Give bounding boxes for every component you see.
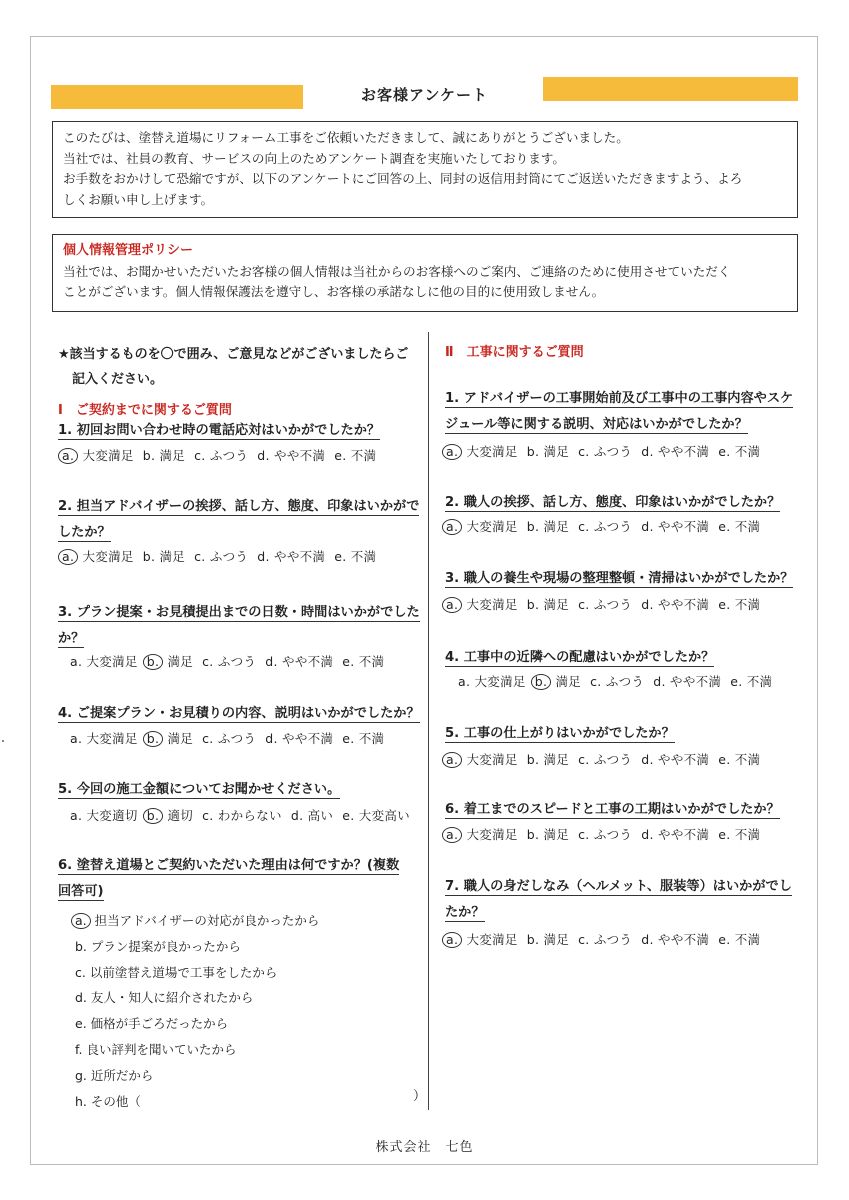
answer-option[interactable] — [446, 825, 518, 843]
answer-option[interactable] — [446, 595, 518, 613]
answer-option[interactable]: b. 満足 — [142, 448, 186, 463]
answer-option[interactable]: d. やや不満 — [265, 731, 334, 746]
intro-line: 当社では、社員の教育、サービスの向上のためアンケート調査を実施いたしております。 — [63, 150, 565, 166]
answer-option[interactable] — [446, 750, 518, 768]
answer-option[interactable]: c. ふつう — [578, 444, 633, 459]
reasons-list — [75, 908, 319, 1114]
s1-question-5: 5. 今回の施工金額についてお聞かせください。 — [58, 782, 341, 797]
s1-question-6: 6. 塗替え道場とご契約いただいた理由は何ですか？(複数 回答可) — [58, 858, 400, 899]
answer-option[interactable]: b. 満足 — [526, 519, 570, 534]
selected-circle: a. — [442, 519, 462, 535]
answer-option[interactable] — [147, 652, 193, 670]
s2-question-7: 7. 職人の身だしなみ（ヘルメット、服装等）はいかがでし たか？ — [445, 879, 792, 920]
answer-option[interactable] — [446, 442, 518, 460]
answer-option-text: 満足 — [163, 731, 194, 746]
answer-option[interactable]: c. ふつう — [194, 549, 249, 564]
answer-option[interactable]: d. やや不満 — [257, 448, 326, 463]
answer-option[interactable] — [535, 672, 581, 690]
answer-option-text: 大変満足 — [462, 597, 518, 612]
s1-question-2: 2. 担当アドバイザーの挨拶、話し方、態度、印象はいかがで したか？ — [58, 499, 420, 540]
answer-option-text: 大変満足 — [462, 827, 518, 842]
answer-option[interactable]: b. 満足 — [142, 549, 186, 564]
answer-option[interactable]: b. 満足 — [526, 752, 570, 767]
section1-heading: Ⅰ ご契約までに関するご質問 — [58, 403, 232, 418]
selected-circle: b. — [143, 731, 164, 747]
answer-option[interactable]: d. やや不満 — [653, 674, 722, 689]
answer-option[interactable]: e. 不満 — [718, 597, 761, 612]
selected-circle: a. — [58, 448, 78, 464]
answer-option-text: 大変満足 — [78, 448, 134, 463]
selected-circle: b. — [143, 808, 164, 824]
answer-option[interactable] — [147, 806, 193, 824]
answer-option[interactable] — [62, 547, 134, 565]
answer-option[interactable]: a. 大変満足 — [458, 674, 526, 689]
selected-circle: b. — [143, 654, 164, 670]
s2-question-4: 4. 工事中の近隣への配慮はいかがでしたか？ — [445, 650, 715, 665]
answer-option[interactable]: d. やや不満 — [641, 932, 710, 947]
answer-option[interactable]: d. やや不満 — [641, 827, 710, 842]
page-title: お客様アンケート — [360, 86, 489, 104]
reason-text: 担当アドバイザーの対応が良かったから — [90, 913, 320, 928]
selected-circle: a. — [442, 597, 462, 613]
answer-option[interactable]: e. 不満 — [730, 674, 773, 689]
selected-circle: a. — [442, 827, 462, 843]
answer-option[interactable]: e. 不満 — [342, 654, 385, 669]
reason-item[interactable] — [75, 908, 319, 934]
privacy-policy-heading: 個人情報管理ポリシー — [63, 243, 194, 258]
answer-option-text: 大変満足 — [462, 444, 518, 459]
answer-option[interactable]: e. 大変高い — [342, 808, 410, 823]
s2-options[interactable] — [446, 825, 769, 843]
answer-option[interactable]: a. 大変満足 — [70, 654, 138, 669]
s2-options[interactable] — [446, 442, 769, 460]
answer-option[interactable]: b. 満足 — [526, 444, 570, 459]
s2-options[interactable] — [446, 750, 769, 768]
answer-option-text: 満足 — [163, 654, 194, 669]
answer-option-text: 大変満足 — [462, 519, 518, 534]
selected-circle: a. — [71, 913, 91, 929]
intro-line: お手数をおかけして恐縮ですが、以下のアンケートにご回答の上、同封の返信用封筒にてご返送いただきますよう、よろ — [63, 171, 743, 186]
other-close-paren: ） — [413, 1089, 427, 1104]
s2-question-2: 2. 職人の挨拶、話し方、態度、印象はいかがでしたか？ — [445, 495, 781, 510]
answer-option[interactable]: c. ふつう — [194, 448, 249, 463]
selected-circle: a. — [442, 932, 462, 948]
s2-question-3: 3. 職人の養生や現場の整理整頓・清掃はいかがでしたか？ — [445, 571, 794, 586]
selected-circle: a. — [442, 444, 462, 460]
privacy-policy-box — [52, 234, 798, 312]
answer-option-text: 大変満足 — [78, 549, 134, 564]
answer-option[interactable]: c. ふつう — [578, 932, 633, 947]
answer-option[interactable]: d. 高い — [290, 808, 334, 823]
reason-item[interactable]: g. 近所だから — [75, 1067, 154, 1083]
s2-question-6: 6. 着工までのスピードと工事の工期はいかがでしたか？ — [445, 802, 780, 817]
s2-options[interactable] — [446, 595, 769, 613]
s1-question-1: 1. 初回お問い合わせ時の電話応対はいかがでしたか？ — [58, 423, 381, 438]
answer-option[interactable] — [446, 930, 518, 948]
answer-option[interactable]: e. 不満 — [718, 444, 761, 459]
answer-option-text: 適切 — [163, 808, 194, 823]
intro-box — [52, 121, 798, 218]
s2-options[interactable] — [458, 672, 781, 690]
s1-options[interactable] — [70, 806, 419, 824]
answer-option[interactable]: b. 満足 — [526, 932, 570, 947]
section2-heading: Ⅱ 工事に関するご質問 — [445, 345, 584, 360]
s1-options[interactable] — [70, 652, 393, 670]
answer-option[interactable]: d. やや不満 — [641, 444, 710, 459]
s1-question-4: 4. ご提案プラン・お見積りの内容、説明はいかがでしたか？ — [58, 706, 420, 721]
answer-option[interactable]: e. 不満 — [718, 519, 761, 534]
answer-option[interactable]: b. 満足 — [526, 597, 570, 612]
answer-option[interactable]: a. 大変満足 — [70, 731, 138, 746]
scan-speck — [2, 740, 4, 742]
policy-line: ことがございます。個人情報保護法を遵守し、お客様の承諾なしに他の目的に使用致しません。 — [63, 284, 605, 299]
policy-line: 当社では、お聞かせいただいたお客様の個人情報は当社からのお客様へのご案内、ご連絡のために使用させていただく — [63, 263, 731, 279]
reason-item[interactable]: h. その他（ — [75, 1093, 141, 1109]
s2-options[interactable] — [446, 517, 769, 535]
answer-option[interactable]: c. ふつう — [590, 674, 645, 689]
answer-option[interactable]: e. 不満 — [718, 752, 761, 767]
s1-options[interactable] — [62, 446, 385, 464]
answer-option[interactable]: c. ふつう — [578, 597, 633, 612]
answer-option[interactable]: c. わからない — [202, 808, 282, 823]
s1-options[interactable] — [62, 547, 385, 565]
reason-item[interactable]: f. 良い評判を聞いていたから — [75, 1041, 237, 1057]
intro-line: このたびは、塗替え道場にリフォーム工事をご依頼いただきまして、誠にありがとうございました。 — [63, 130, 629, 145]
answer-option[interactable]: e. 不満 — [718, 827, 761, 842]
s2-options[interactable] — [446, 930, 769, 948]
answer-option[interactable]: e. 不満 — [718, 932, 761, 947]
column-divider — [428, 332, 429, 1110]
answer-option[interactable] — [446, 517, 518, 535]
answer-option[interactable]: e. 不満 — [334, 448, 377, 463]
s1-options[interactable] — [70, 729, 393, 747]
answer-option[interactable]: e. 不満 — [342, 731, 385, 746]
answer-option[interactable]: c. ふつう — [202, 654, 257, 669]
company-name: 株式会社 七色 — [375, 1140, 474, 1155]
answer-option-text: 満足 — [551, 674, 582, 689]
reason-item[interactable]: e. 価格が手ごろだったから — [75, 1016, 229, 1032]
s2-question-1: 1. アドバイザーの工事開始前及び工事中の工事内容やスケ ジュール等に関する説明、対応はいかがでしたか？ — [445, 391, 794, 432]
answer-option[interactable]: c. ふつう — [578, 752, 633, 767]
answer-option[interactable] — [147, 729, 193, 747]
answer-option[interactable]: d. やや不満 — [641, 519, 710, 534]
intro-line: しくお願い申し上げます。 — [63, 191, 214, 207]
answer-option[interactable]: c. ふつう — [578, 827, 633, 842]
answer-option-text: 大変満足 — [462, 932, 518, 947]
selected-circle: a. — [442, 752, 462, 768]
answer-option[interactable] — [62, 446, 134, 464]
reason-item[interactable]: d. 友人・知人に紹介されたから — [75, 990, 254, 1006]
answer-option[interactable]: d. やや不満 — [257, 549, 326, 564]
answer-option[interactable]: c. ふつう — [202, 731, 257, 746]
answer-option[interactable]: a. 大変適切 — [70, 808, 138, 823]
instruction-line: 記入ください。 — [72, 372, 164, 387]
instruction-line: ★該当するものを〇で囲み、ご意見などがございましたらご — [58, 347, 409, 362]
answer-option[interactable]: d. やや不満 — [265, 654, 334, 669]
selected-circle: b. — [531, 674, 552, 690]
reason-item[interactable]: b. プラン提案が良かったから — [75, 938, 241, 954]
answer-option[interactable]: c. ふつう — [578, 519, 633, 534]
s1-question-3: 3. プラン提案・お見積提出までの日数・時間はいかがでした か？ — [58, 605, 420, 646]
selected-circle: a. — [58, 549, 78, 565]
reason-item[interactable]: c. 以前塗替え道場で工事をしたから — [75, 964, 278, 980]
answer-option[interactable]: e. 不満 — [334, 549, 377, 564]
answer-option[interactable]: d. やや不満 — [641, 752, 710, 767]
answer-option[interactable]: d. やや不満 — [641, 597, 710, 612]
answer-option-text: 大変満足 — [462, 752, 518, 767]
instruction-text — [58, 342, 418, 392]
s2-question-5: 5. 工事の仕上がりはいかがでしたか？ — [445, 726, 675, 741]
answer-option[interactable]: b. 満足 — [526, 827, 570, 842]
